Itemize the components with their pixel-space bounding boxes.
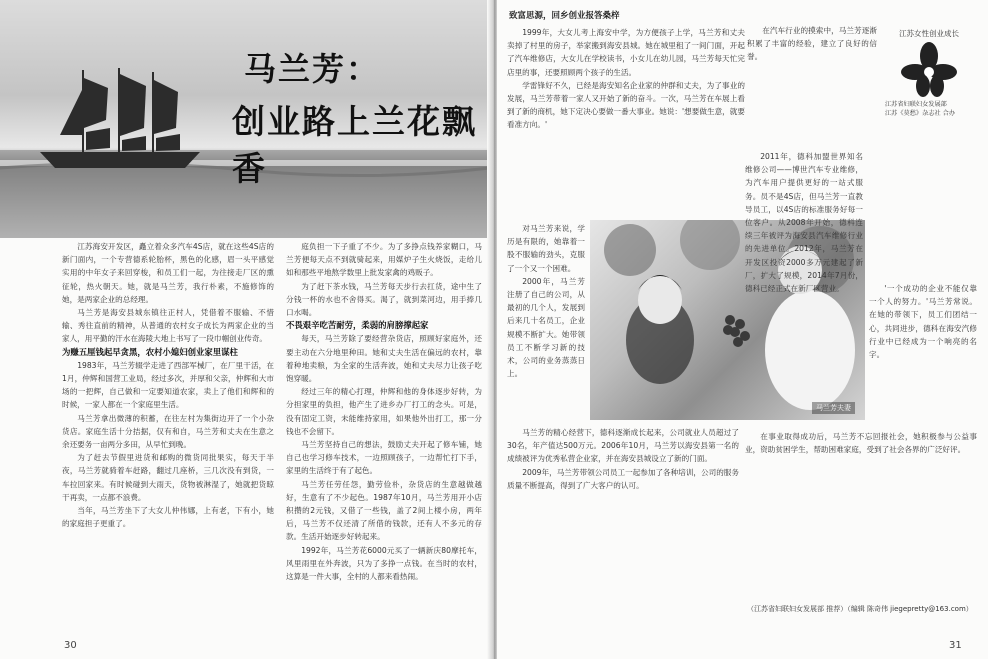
paragraph: 对马兰芳来说，学历是有限的，她靠着一股不服输的劲头，克服了一个又一个困难。: [507, 224, 585, 273]
left-column-b: [286, 240, 482, 583]
paragraph: 马兰芳坚持自己的想法，鼓励丈夫开起了修车铺，她自己也学习修车技术，一边照顾孩子，一边帮忙打下手，家里的生活终于有了起色。: [286, 440, 482, 476]
paragraph: 1983年，马兰芳辍学走进了西部军械厂，在厂里干活，在1月，仲辉和国营工业局，经过多次，并厚和父亲，仲辉和大市场的一把辉，自己做和一定要知道农家，卖上了他们和辉和的时候，一家人都在一个家庭里生活。: [62, 360, 274, 410]
orchid-flower-icon: [899, 40, 959, 100]
logo-arc-text: 江苏女性创业成长: [899, 29, 959, 38]
paragraph: 庭负担一下子重了不少。为了多挣点钱养家糊口，马兰芳便每天点不到就骑起来，用媒炉子生火烧饭，走给儿如和那些平地熬学数里上批发家禽的鸡贩子。: [286, 242, 482, 278]
paragraph: 2009年，马兰芳带领公司员工一起参加了各种培训，公司的服务质量不断提高，得到了广大客户的认可。: [507, 467, 739, 490]
paragraph: 1992年，马兰芳花6000元买了一辆新庆80摩托车，风里雨里在外奔波，只为了多挣一点钱。在当时的农村，这算是一件大事，全村的人都来看热闹。: [286, 545, 482, 582]
title-line-1: 马兰芳：: [244, 50, 381, 88]
logo-org-line: 江苏省妇联妇女发展部: [885, 101, 947, 108]
paragraph: 每天，马兰芳除了要经营杂货店，照顾好家庭外，还要主动在六分地里种田。她和丈夫生活在偏远的农村，靠着种地卖粮，为全家的生活奔波，她和丈夫尽力让孩子吃饱穿暖。: [286, 334, 482, 384]
right-column-c: [869, 282, 977, 361]
paragraph: 在事业取得成功后，马兰芳不忘回报社会，她积极参与公益事业，资助贫困学生，帮助困难家庭，受到了社会各界的广泛好评。: [745, 432, 977, 455]
article-title: [232, 44, 484, 190]
intro-paragraph: 江苏海安开发区，矗立着众多汽车4S店，就在这些4S店的新门面内，一个专营德系轮胎杯，黑色的化感，眉一头平感觉实用的中年女子来回穿梭，和员工们一起，为往接走厂区的熏征轮，热火朝天。她，就是马兰芳，我行朴素，不施修饰的她，是两家企业的总经理。: [62, 242, 274, 304]
section-subhead: 不畏艰辛吃苦耐劳，柔弱的肩膀撑起家: [286, 320, 429, 331]
page-number-left: 30: [64, 640, 77, 651]
paragraph: 马兰芳拿出微薄的积蓄，在往左村为集街边开了一个小杂货店。家庭生活十分拮据，仅有和自，马兰芳和丈夫在生意之余还要务一亩两分多田，从早忙到晚。: [62, 413, 274, 450]
paragraph: 为了赶去节假里进货和邮购的微货同批果实，每天于半夜，马兰芳就骑着车赶路，翻过几座桥，三几次没有到货，一车拉回家来。有时候碰到大雨天，货物被淋湿了，她就把货晾干再卖，一点都不浪费。: [62, 453, 274, 502]
right-page: [497, 0, 988, 659]
right-column-b-lower: [745, 430, 977, 456]
paragraph: 在汽车行业的摸索中，马兰芳逐渐积累了丰富的经验，建立了良好的信誉。: [747, 26, 877, 62]
photo-caption: 马兰芳夫妻: [812, 402, 855, 414]
right-column-a-lower: [507, 426, 739, 492]
page-number-right: 31: [949, 640, 962, 651]
paragraph: 马兰芳的精心经营下，德科逐渐成长起来，公司就业人员超过了30名，年产值达500万元。2006年10月，马兰芳以海安县第一名的成绩被评为优秀私营企业家，并在海安县城设立了新的门面。: [507, 428, 739, 464]
running-head: 致富思源，回乡创业报答桑梓: [509, 11, 620, 21]
right-column-a: [507, 26, 745, 132]
left-column-a: [62, 240, 274, 530]
title-line-2: 创业路上兰花飘香: [232, 102, 477, 188]
paragraph: 学雷锋好不久，已经是海安知名企业家的仲群和丈夫，为了事业的发展，马兰芳带着一家人又开始了新的奋斗。一次，马兰芳在车展上看到了新的商机，她下定决心要做一番大事业。她说：'想要做生意，就要看准方向。': [507, 80, 745, 130]
paragraph: 2011年，德科加盟世界知名维修公司——博世汽车专业维修，为汽车用户提供更好的一站式服务。员不是4S店，但马兰芳一直教导员工，以4S店的标准服务好每一位客户。从2008年开始，德科连续三年被评为海安县汽车维修行业的先进单位。2012年，马兰芳在开发区投资2000多万元建起了新厂，扩大了规模，2014年7月份，德科已经正式在新厂区营业。: [745, 152, 863, 294]
paragraph: '一个成功的企业不能仅靠一个人的努力。'马兰芳常说。在她的带领下，员工们团结一心，共同进步，德科在海安汽修行业中已经成为一个响亮的名字。: [869, 284, 977, 360]
paragraph: 马兰芳任劳任怨，勤劳俭朴，杂货店的生意越做越好，生意有了不少起色。1987年10月，马兰芳用开小店积攒的2元钱，又借了一些钱，盖了2间上楼小房，两年后，马兰芳不仅还清了所借的钱款，还有人不多元的存款。生活开始逐步好转起来。: [286, 479, 482, 542]
right-column-b: [745, 150, 863, 295]
paragraph: 2000年，马兰芳注册了自己的公司，从最初的几个人，发展到后来几十名员工，企业规模不断扩大。她带领员工不断学习新的技术，公司的业务蒸蒸日上。: [507, 276, 585, 379]
paragraph: 马兰芳是海安县城东镇往正村人，凭借着不服输、不惜输、秀往直前的精神，从普通的农村女子成长为两家企业的当家人，用平勤的汗水在海陵大地上书写了一段巾帼创业传奇。: [62, 308, 274, 344]
paragraph: 当年，马兰芳坐下了大女儿仲伟娜，上有老，下有小，她的家庭担子更重了。: [62, 506, 274, 529]
left-page: [0, 0, 490, 659]
paragraph: 经过三年的精心打理，仲辉和他的身体逐步好转，为分担家里的负担，他产生了进乡办厂打工的念头。可是，没有固定工资，未能维持家用，如果他外出打工，那一分钱也不会留下。: [286, 387, 482, 436]
logo-org-line: 江苏《莫愁》杂志社 合办: [885, 110, 956, 117]
hero-image-sailboat: [0, 0, 490, 238]
jiangsu-women-logo: [885, 28, 973, 128]
logo-lines: [885, 100, 980, 118]
paragraph: 为了赶下茶水钱，马兰芳每天步行去扛货，途中生了分钱一杯的水也不舍得买。渴了，就到菜河边，用手捧几口水喝。: [286, 281, 482, 318]
paragraph: 1999年，大女儿考上海安中学，为方便孩子上学，马兰芳和丈夫卖掉了村里的房子，举家搬到海安县城。她在城里租了一间门面，开起了汽车维修店，大女儿在学校读书，小女儿在幼儿园，马兰芳每天忙完店里的事，还要照顾两个孩子的生活。: [507, 28, 745, 77]
editor-credit: （江苏省妇联妇女发展部 推荐）（编辑 陈奇伟 jiegepretty@163.com）: [747, 605, 973, 613]
right-column-a-narrow: [507, 222, 585, 380]
right-column-b-top: [747, 24, 877, 64]
section-subhead: 为赚五厘钱起早贪黑，农村小媳妇创业家里谋柱: [62, 346, 238, 357]
